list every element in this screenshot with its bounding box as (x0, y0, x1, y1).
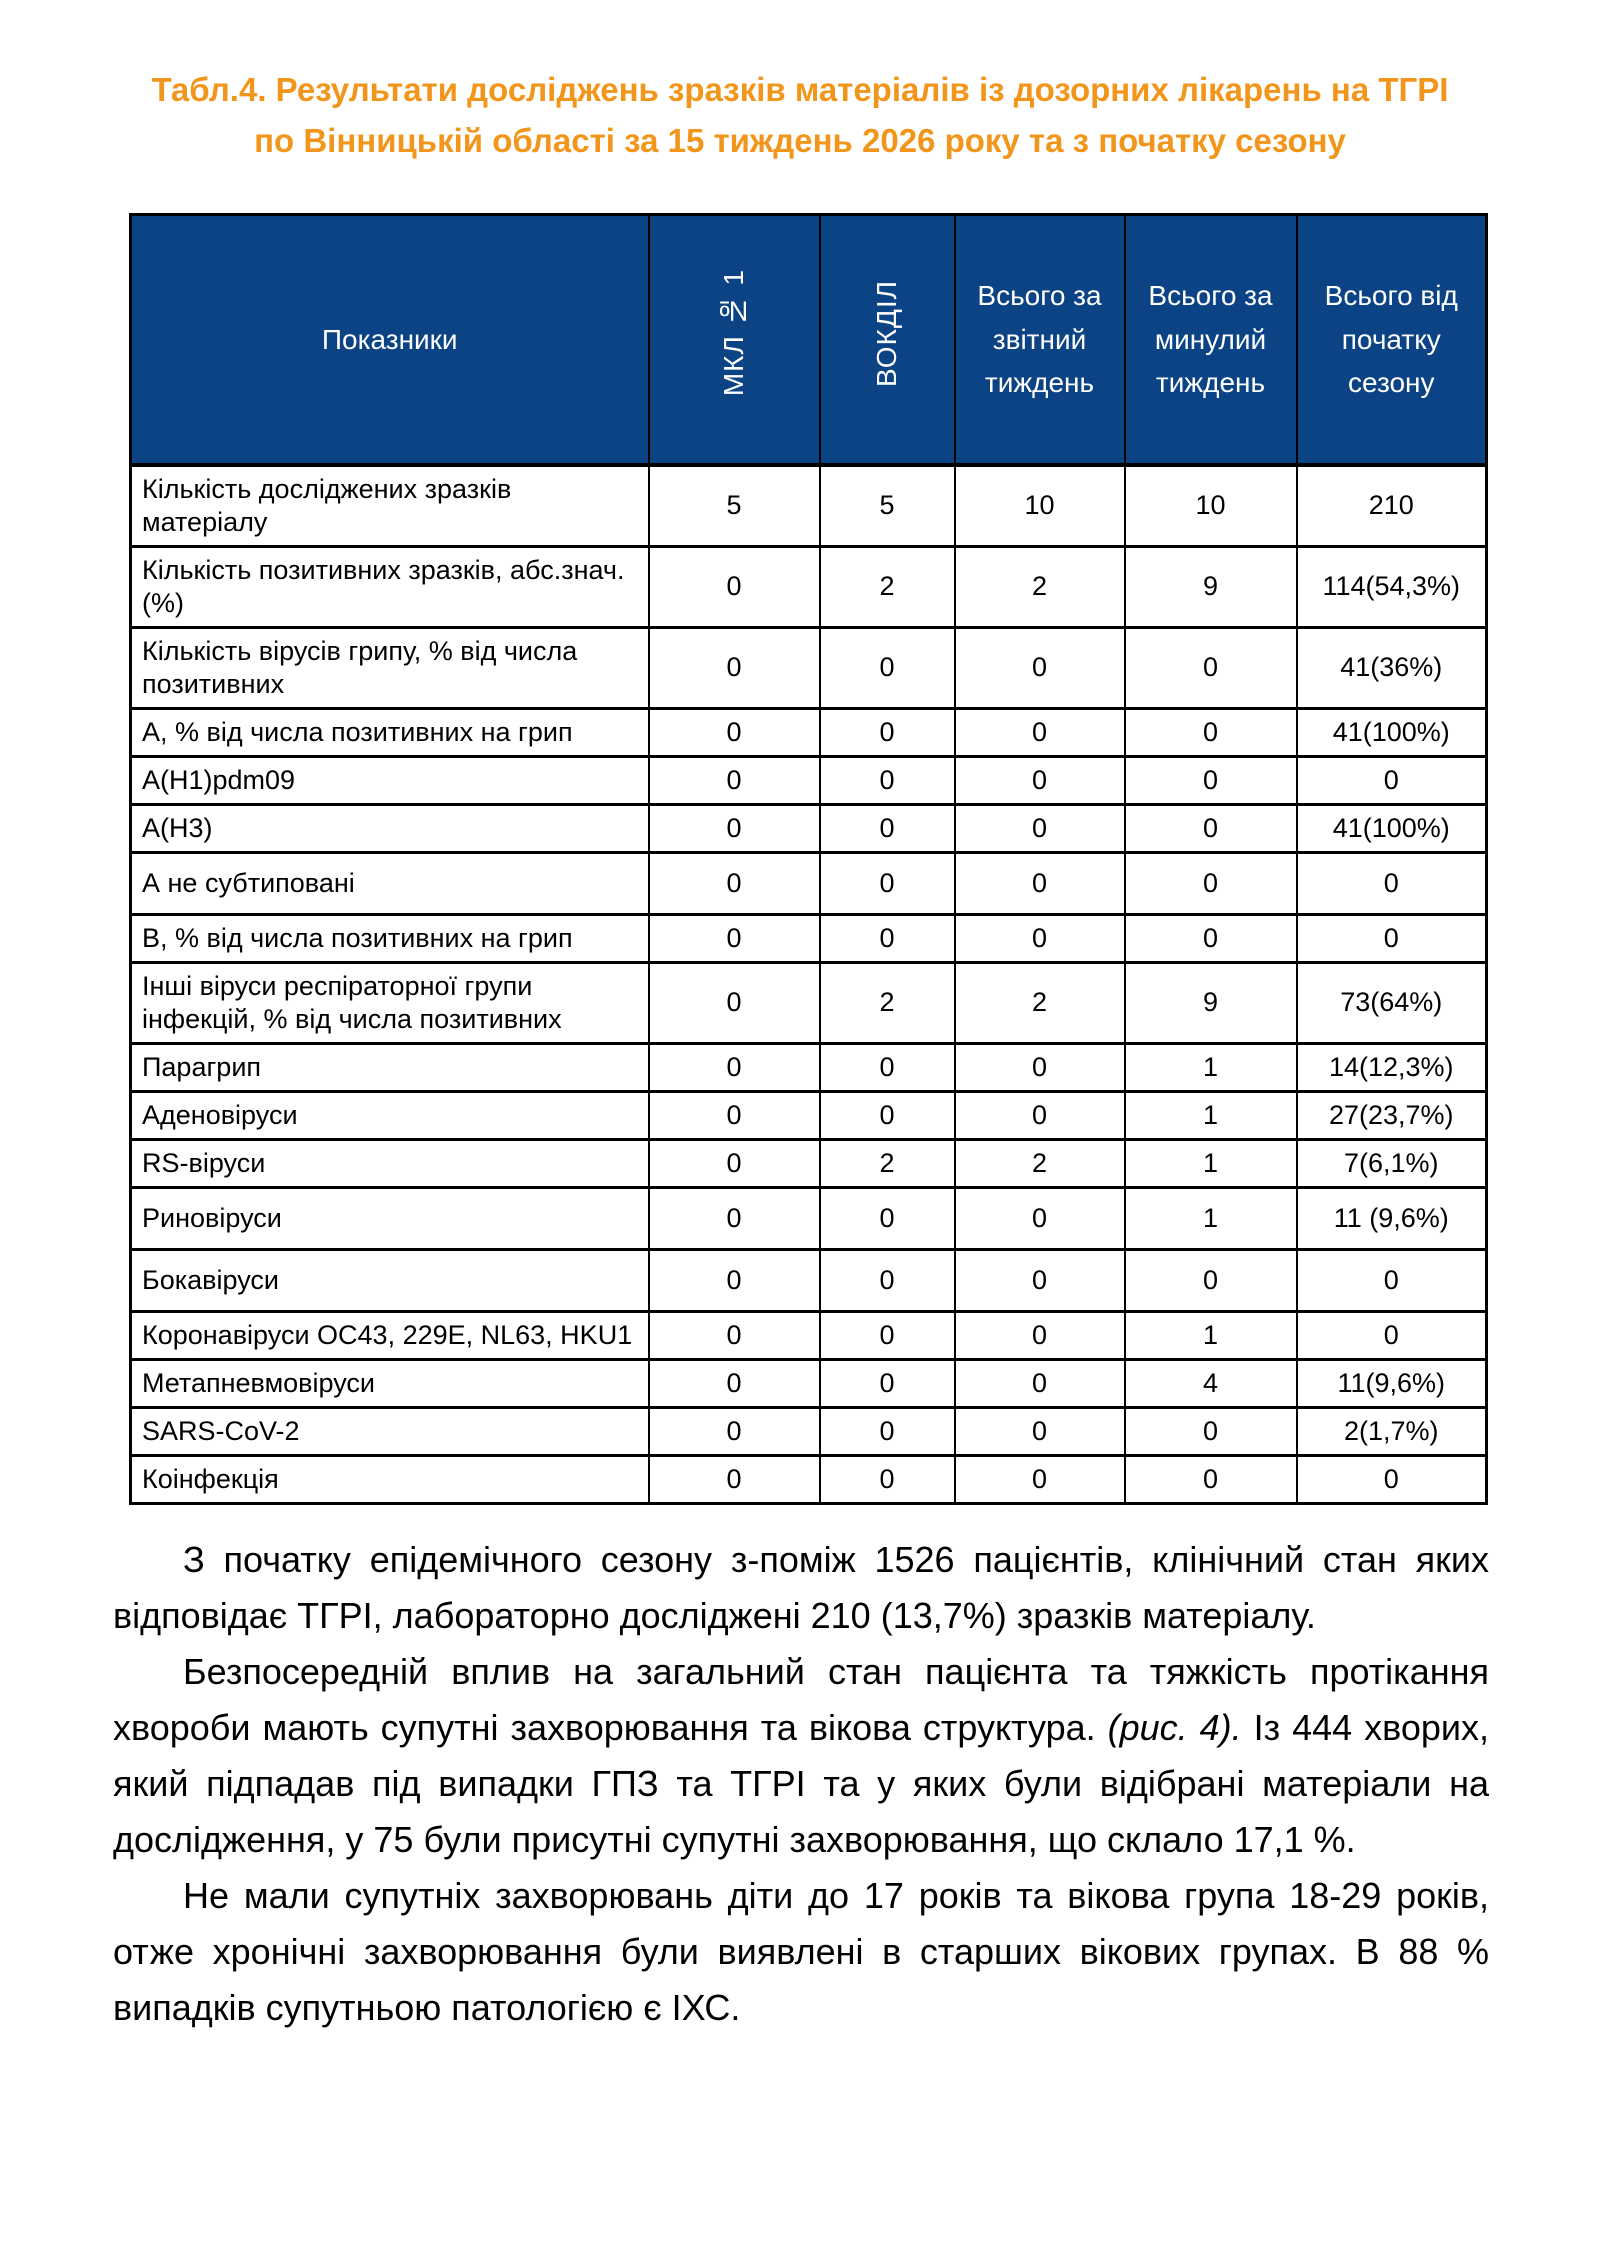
row-value: 0 (1297, 1455, 1487, 1503)
row-label: Аденовіруси (131, 1091, 649, 1139)
row-value: 5 (649, 465, 820, 547)
table-body (131, 465, 1487, 1504)
row-value: 0 (1297, 852, 1487, 914)
table-row (131, 1187, 1487, 1249)
row-value: 0 (1125, 914, 1297, 962)
row-label: А не субтиповані (131, 852, 649, 914)
page-title (0, 64, 1600, 166)
row-value: 14(12,3%) (1297, 1043, 1487, 1091)
table-row (131, 627, 1487, 708)
row-value: 0 (955, 804, 1125, 852)
row-value: 0 (649, 1091, 820, 1139)
row-value: 0 (1297, 1311, 1487, 1359)
row-label: Бокавіруси (131, 1249, 649, 1311)
row-value: 0 (955, 1249, 1125, 1311)
row-value: 0 (649, 1407, 820, 1455)
paragraph-2-figure-ref: (рис. 4). (1107, 1707, 1242, 1748)
row-value: 0 (649, 708, 820, 756)
row-value: 0 (955, 1359, 1125, 1407)
row-value: 11 (9,6%) (1297, 1187, 1487, 1249)
table-row (131, 546, 1487, 627)
row-label: Риновіруси (131, 1187, 649, 1249)
paragraph-2-text-a: Безпосередній вплив на загальний стан пацієнта та тяжкість протікання хвороби мають супутні захворювання та вікова структура. (113, 1651, 1489, 1748)
row-value: 2 (820, 962, 955, 1043)
row-label: Коронавіруси OC43, 229E, NL63, HKU1 (131, 1311, 649, 1359)
row-value: 0 (649, 756, 820, 804)
row-value: 1 (1125, 1187, 1297, 1249)
row-value: 2 (820, 546, 955, 627)
row-value: 0 (649, 804, 820, 852)
row-value: 10 (955, 465, 1125, 547)
table-row (131, 1359, 1487, 1407)
table-row (131, 1311, 1487, 1359)
row-label: RS-віруси (131, 1139, 649, 1187)
table-row (131, 962, 1487, 1043)
row-label: В, % від числа позитивних на грип (131, 914, 649, 962)
row-value: 0 (820, 1249, 955, 1311)
col-header-current-week (955, 215, 1125, 465)
col-header-mkl1 (649, 215, 820, 465)
row-value: 0 (1125, 1455, 1297, 1503)
row-value: 0 (649, 914, 820, 962)
col-header-vokdil (820, 215, 955, 465)
row-value: 0 (649, 1187, 820, 1249)
row-value: 0 (1297, 914, 1487, 962)
col-header-current-week-label: Всього за звітний тиждень (977, 280, 1102, 398)
row-value: 1 (1125, 1043, 1297, 1091)
row-value: 0 (649, 546, 820, 627)
row-value: 0 (955, 708, 1125, 756)
col-header-indicators (131, 215, 649, 465)
paragraph-2-text-b: Із 444 хворих, який підпадав під випадки ГПЗ та ТГРІ та у яких були відібрані матеріали на дослідження, у 75 були присутні супутні захворювання, що склало 17,1 %. (113, 1707, 1489, 1860)
row-value: 0 (820, 914, 955, 962)
row-value: 0 (820, 852, 955, 914)
row-value: 5 (820, 465, 955, 547)
row-value: 0 (1125, 804, 1297, 852)
title-line-1: Табл.4. Результати досліджень зразків матеріалів із дозорних лікарень на ТГРІ (151, 71, 1449, 108)
col-header-previous-week-label: Всього за минулий тиждень (1148, 280, 1273, 398)
row-label: Кількість позитивних зразків, абс.знач. (%) (131, 546, 649, 627)
row-value: 11(9,6%) (1297, 1359, 1487, 1407)
row-value: 2 (955, 962, 1125, 1043)
row-label: Коінфекція (131, 1455, 649, 1503)
row-value: 0 (649, 1139, 820, 1187)
row-value: 2(1,7%) (1297, 1407, 1487, 1455)
table-row (131, 852, 1487, 914)
table-row (131, 914, 1487, 962)
table-row (131, 708, 1487, 756)
row-value: 41(100%) (1297, 804, 1487, 852)
row-value: 210 (1297, 465, 1487, 547)
row-value: 9 (1125, 546, 1297, 627)
row-value: 0 (820, 1359, 955, 1407)
row-label: SARS-CoV-2 (131, 1407, 649, 1455)
row-label: Інші віруси респіраторної групи інфекцій, % від числа позитивних (131, 962, 649, 1043)
col-header-vokdil-label: ВОКДІЛ (871, 279, 903, 387)
results-table-container (129, 213, 1485, 1505)
row-value: 0 (1125, 1249, 1297, 1311)
row-value: 2 (820, 1139, 955, 1187)
row-value: 0 (820, 1043, 955, 1091)
row-value: 0 (1125, 852, 1297, 914)
row-value: 73(64%) (1297, 962, 1487, 1043)
row-value: 0 (820, 756, 955, 804)
row-value: 9 (1125, 962, 1297, 1043)
row-value: 1 (1125, 1091, 1297, 1139)
row-value: 0 (1125, 627, 1297, 708)
table-row (131, 1139, 1487, 1187)
row-value: 0 (649, 852, 820, 914)
row-value: 0 (1297, 1249, 1487, 1311)
col-header-mkl1-label: МКЛ № 1 (718, 269, 750, 397)
paragraph-2 (113, 1644, 1489, 1868)
row-label: A(H1)pdm09 (131, 756, 649, 804)
row-label: Парагрип (131, 1043, 649, 1091)
row-value: 2 (955, 1139, 1125, 1187)
col-header-season-total (1297, 215, 1487, 465)
table-row (131, 1407, 1487, 1455)
row-value: 0 (955, 1043, 1125, 1091)
row-value: 0 (649, 962, 820, 1043)
row-label: Кількість вірусів грипу, % від числа позитивних (131, 627, 649, 708)
col-header-previous-week (1125, 215, 1297, 465)
row-value: 0 (649, 627, 820, 708)
row-value: 10 (1125, 465, 1297, 547)
table-row (131, 804, 1487, 852)
col-header-season-total-label: Всього від початку сезону (1324, 280, 1458, 398)
row-label: А, % від числа позитивних на грип (131, 708, 649, 756)
row-value: 7(6,1%) (1297, 1139, 1487, 1187)
paragraph-1: З початку епідемічного сезону з-поміж 1526 пацієнтів, клінічний стан яких відповідає ТГРІ, лабораторно досліджені 210 (13,7%) зразків матеріалу. (113, 1539, 1489, 1636)
row-value: 2 (955, 546, 1125, 627)
row-value: 0 (955, 627, 1125, 708)
row-value: 0 (955, 852, 1125, 914)
row-label: A(H3) (131, 804, 649, 852)
row-value: 0 (1125, 708, 1297, 756)
row-value: 0 (820, 1311, 955, 1359)
row-value: 0 (820, 804, 955, 852)
col-header-indicators-label: Показники (321, 323, 458, 355)
row-value: 0 (955, 1187, 1125, 1249)
row-value: 0 (649, 1359, 820, 1407)
body-text (113, 1532, 1489, 2036)
row-value: 0 (1125, 1407, 1297, 1455)
table-row (131, 1455, 1487, 1503)
row-value: 0 (820, 708, 955, 756)
row-value: 4 (1125, 1359, 1297, 1407)
table-row (131, 1249, 1487, 1311)
row-label: Кількість досліджених зразків матеріалу (131, 465, 649, 547)
table-row (131, 465, 1487, 547)
row-value: 0 (955, 1091, 1125, 1139)
row-value: 0 (1125, 756, 1297, 804)
row-value: 0 (1297, 756, 1487, 804)
table-row (131, 1091, 1487, 1139)
paragraph-3: Не мали супутніх захворювань діти до 17 років та вікова група 18-29 років, отже хронічні захворювання були виявлені в старших вікових групах. В 88 % випадків супутньою патологією є ІХС. (113, 1875, 1489, 2028)
row-value: 0 (955, 1311, 1125, 1359)
row-value: 0 (649, 1249, 820, 1311)
row-value: 41(100%) (1297, 708, 1487, 756)
row-value: 0 (955, 1455, 1125, 1503)
row-value: 0 (649, 1311, 820, 1359)
title-line-2: по Вінницькій області за 15 тиждень 2026 року та з початку сезону (254, 122, 1346, 160)
row-value: 0 (820, 1455, 955, 1503)
row-value: 27(23,7%) (1297, 1091, 1487, 1139)
row-value: 0 (820, 1187, 955, 1249)
row-value: 0 (820, 1091, 955, 1139)
row-value: 114(54,3%) (1297, 546, 1487, 627)
table-header-row (131, 215, 1487, 465)
row-value: 0 (820, 627, 955, 708)
row-value: 41(36%) (1297, 627, 1487, 708)
row-value: 1 (1125, 1139, 1297, 1187)
table-row (131, 1043, 1487, 1091)
row-value: 0 (955, 914, 1125, 962)
results-table (129, 213, 1488, 1505)
row-value: 0 (649, 1455, 820, 1503)
row-value: 0 (955, 756, 1125, 804)
row-label: Метапневмовіруси (131, 1359, 649, 1407)
row-value: 1 (1125, 1311, 1297, 1359)
row-value: 0 (820, 1407, 955, 1455)
table-row (131, 756, 1487, 804)
row-value: 0 (649, 1043, 820, 1091)
row-value: 0 (955, 1407, 1125, 1455)
